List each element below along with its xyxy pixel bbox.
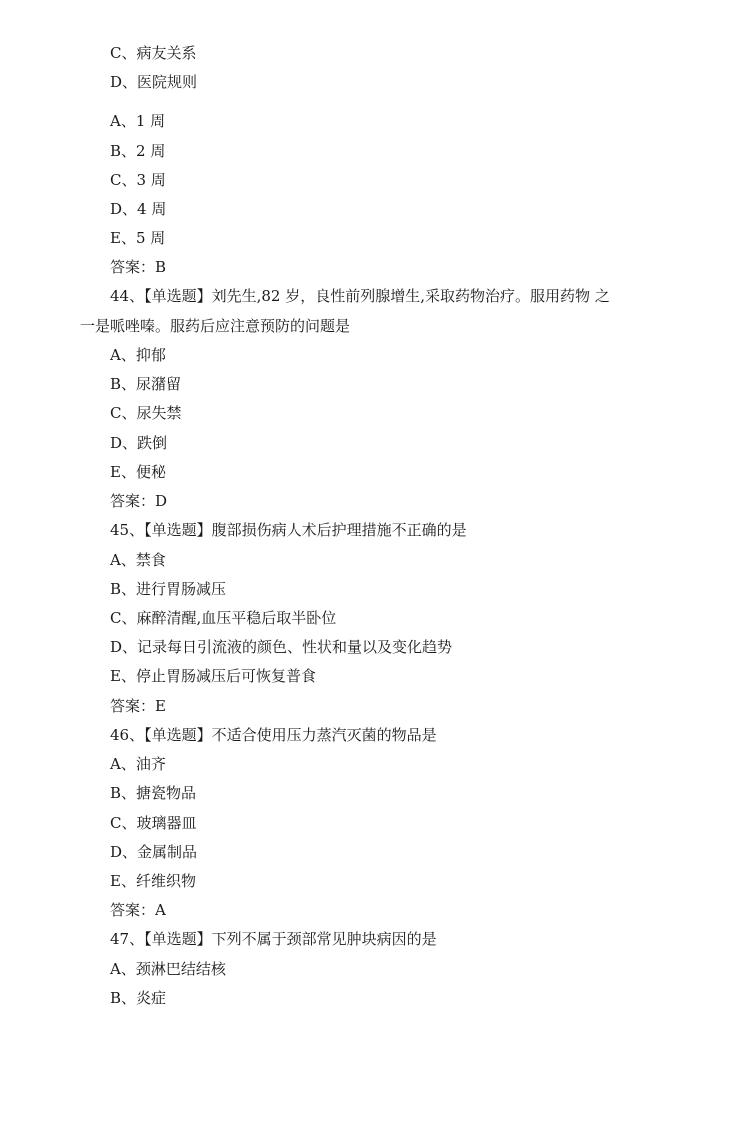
option-line: E、便秘: [110, 463, 166, 481]
option-line: B、炎症: [110, 989, 167, 1007]
option-line: C、尿失禁: [110, 404, 182, 422]
answer-line: 答案：A: [110, 901, 166, 919]
option-line: E、5 周: [110, 229, 166, 247]
option-line: B、2 周: [110, 142, 166, 160]
question-stem: 46、【单选题】不适合使用压力蒸汽灭菌的物品是: [110, 726, 437, 744]
option-line: B、尿潴留: [110, 375, 182, 393]
option-line: E、停止胃肠减压后可恢复普食: [110, 667, 316, 685]
option-line: A、抑郁: [110, 346, 166, 364]
option-line: D、跌倒: [110, 434, 168, 452]
option-line: C、麻醉清醒,血压平稳后取半卧位: [110, 609, 337, 627]
answer-line: 答案：B: [110, 258, 167, 276]
option-line: A、1 周: [110, 112, 166, 130]
question-stem-continued: 一是哌唑嗪。服药后应注意预防的问题是: [80, 317, 351, 335]
option-line: A、禁食: [110, 551, 166, 569]
option-line: E、纤维织物: [110, 872, 196, 890]
option-line: A、颈淋巴结结核: [110, 960, 226, 978]
question-stem: 47、【单选题】下列不属于颈部常见肿块病因的是: [110, 930, 437, 948]
option-line: D、记录每日引流液的颜色、性状和量以及变化趋势: [110, 638, 453, 656]
question-stem: 45、【单选题】腹部损伤病人术后护理措施不正确的是: [110, 521, 467, 539]
answer-line: 答案：D: [110, 492, 168, 510]
option-line: D、金属制品: [110, 843, 198, 861]
option-line: D、4 周: [110, 200, 167, 218]
question-stem: 44、【单选题】刘先生,82 岁，良性前列腺增生,采取药物治疗。服用药物 之: [110, 287, 610, 305]
option-line: B、搪瓷物品: [110, 784, 197, 802]
option-line: C、玻璃器皿: [110, 814, 197, 832]
option-line: C、3 周: [110, 171, 166, 189]
option-line: A、油齐: [110, 755, 166, 773]
option-line: D、医院规则: [110, 73, 198, 91]
answer-line: 答案：E: [110, 697, 166, 715]
option-line: C、病友关系: [110, 44, 197, 62]
option-line: B、进行胃肠减压: [110, 580, 227, 598]
